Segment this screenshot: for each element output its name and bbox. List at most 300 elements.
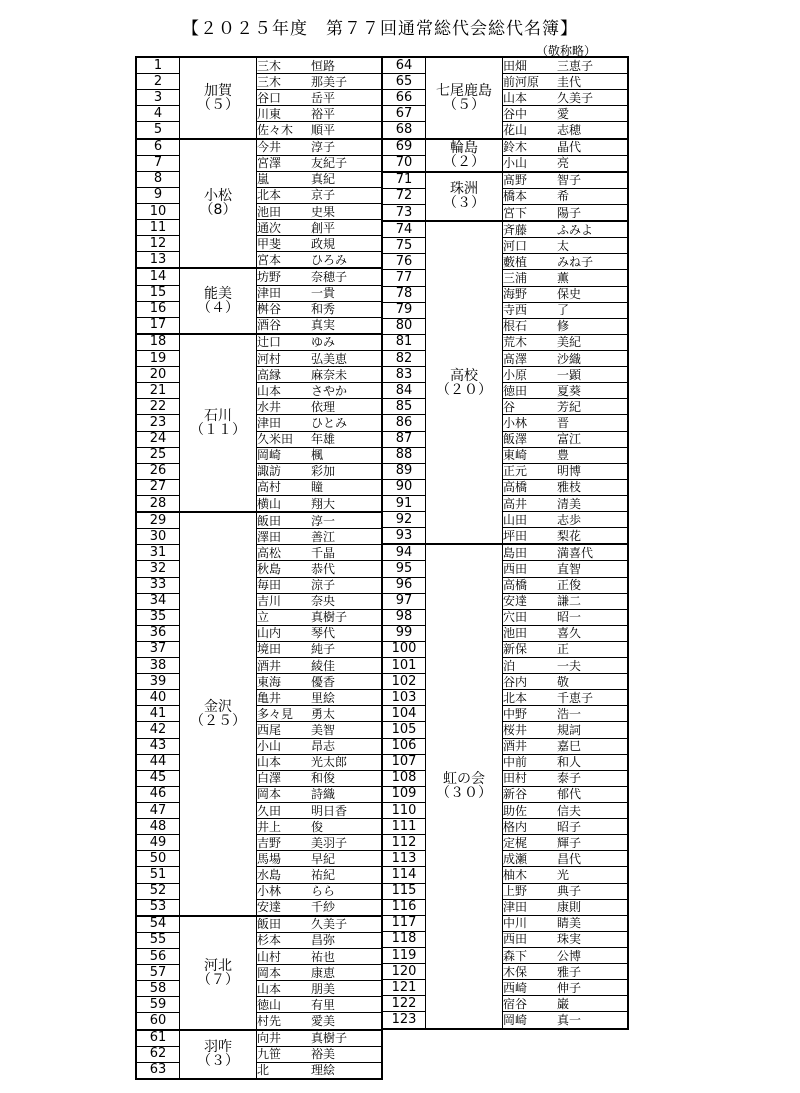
group-cell bbox=[180, 334, 257, 512]
member-given-name: 志穂 bbox=[557, 122, 582, 137]
member-given-name: 昌代 bbox=[557, 851, 582, 866]
table-row bbox=[136, 334, 382, 351]
member-name bbox=[257, 835, 383, 851]
member-given-name: 正 bbox=[557, 642, 570, 657]
table-row bbox=[136, 674, 382, 690]
member-number: 26 bbox=[136, 463, 180, 479]
table-row bbox=[382, 90, 628, 106]
member-given-name: みね子 bbox=[557, 254, 594, 269]
member-given-name: 美智 bbox=[311, 723, 336, 738]
member-given-name: 優香 bbox=[311, 674, 336, 689]
member-name bbox=[503, 625, 629, 641]
member-given-name: 順平 bbox=[311, 122, 336, 137]
table-row bbox=[136, 155, 382, 171]
member-given-name: 理絵 bbox=[311, 1063, 336, 1078]
member-name bbox=[257, 399, 383, 415]
member-family-name: 辻口 bbox=[257, 335, 282, 350]
table-row bbox=[136, 770, 382, 786]
member-family-name: 嵐 bbox=[257, 172, 270, 187]
member-name bbox=[503, 57, 629, 74]
member-given-name: 沙織 bbox=[557, 351, 582, 366]
table-row bbox=[136, 883, 382, 899]
table-row bbox=[382, 577, 628, 593]
table-row bbox=[136, 1030, 382, 1047]
member-name bbox=[503, 722, 629, 738]
table-row bbox=[382, 786, 628, 802]
member-family-name: 高村 bbox=[257, 480, 282, 495]
member-family-name: 谷内 bbox=[503, 674, 528, 689]
member-family-name: 久田 bbox=[257, 803, 282, 818]
member-given-name: 直智 bbox=[557, 561, 582, 576]
member-given-name: 淳子 bbox=[311, 140, 336, 155]
table-row bbox=[382, 609, 628, 625]
member-family-name: 池田 bbox=[503, 626, 528, 641]
member-name bbox=[503, 286, 629, 302]
member-given-name: 明博 bbox=[557, 464, 582, 479]
member-name bbox=[503, 415, 629, 431]
member-family-name: 河村 bbox=[257, 351, 282, 366]
table-row bbox=[136, 252, 382, 269]
table-row bbox=[136, 431, 382, 447]
member-name bbox=[257, 851, 383, 867]
member-family-name: 小林 bbox=[503, 415, 528, 430]
table-row bbox=[136, 916, 382, 933]
member-family-name: 坊野 bbox=[257, 269, 282, 284]
member-given-name: 敬 bbox=[557, 674, 570, 689]
member-given-name: 恒路 bbox=[311, 58, 336, 73]
member-number: 6 bbox=[136, 139, 180, 156]
member-given-name: 謙二 bbox=[557, 594, 582, 609]
table-row bbox=[136, 1013, 382, 1030]
member-family-name: 田畑 bbox=[503, 58, 528, 73]
member-name bbox=[257, 317, 383, 334]
table-row bbox=[382, 641, 628, 657]
table-row bbox=[136, 495, 382, 512]
member-number: 54 bbox=[136, 916, 180, 933]
member-family-name: 澤田 bbox=[257, 529, 282, 544]
table-row bbox=[136, 706, 382, 722]
table-row bbox=[136, 577, 382, 593]
member-given-name: 千紗 bbox=[311, 900, 336, 915]
member-family-name: 立 bbox=[257, 610, 270, 625]
group-cell bbox=[426, 172, 503, 221]
member-family-name: 小原 bbox=[503, 367, 528, 382]
member-number: 72 bbox=[382, 188, 426, 204]
member-number: 87 bbox=[382, 431, 426, 447]
member-family-name: 三木 bbox=[257, 58, 282, 73]
group-cell bbox=[426, 544, 503, 1028]
member-number: 18 bbox=[136, 334, 180, 351]
member-given-name: 圭代 bbox=[557, 74, 582, 89]
member-name bbox=[503, 106, 629, 122]
member-given-name: 千晶 bbox=[311, 545, 336, 560]
member-number: 46 bbox=[136, 786, 180, 802]
member-family-name: 通次 bbox=[257, 220, 282, 235]
member-given-name: 修 bbox=[557, 319, 570, 334]
member-number: 44 bbox=[136, 754, 180, 770]
member-name bbox=[503, 512, 629, 528]
member-name bbox=[257, 1030, 383, 1047]
table-row bbox=[382, 593, 628, 609]
table-row bbox=[382, 479, 628, 495]
member-number: 121 bbox=[382, 980, 426, 996]
table-row bbox=[382, 254, 628, 270]
table-row bbox=[136, 965, 382, 981]
member-family-name: 吉川 bbox=[257, 594, 282, 609]
member-family-name: 桜井 bbox=[503, 723, 528, 738]
member-given-name: 夏葵 bbox=[557, 383, 582, 398]
member-family-name: 鈴木 bbox=[503, 140, 528, 155]
member-number: 49 bbox=[136, 835, 180, 851]
member-name bbox=[503, 851, 629, 867]
group-count: （４） bbox=[197, 300, 239, 317]
table-row bbox=[136, 203, 382, 219]
member-family-name: 吉野 bbox=[257, 835, 282, 850]
member-name bbox=[257, 754, 383, 770]
table-row bbox=[382, 561, 628, 577]
group-cell bbox=[426, 139, 503, 172]
group-name: 石川 bbox=[204, 407, 232, 424]
table-row bbox=[136, 367, 382, 383]
member-family-name: 亀井 bbox=[257, 690, 282, 705]
member-family-name: 宿谷 bbox=[503, 996, 528, 1011]
table-row bbox=[136, 1062, 382, 1079]
member-given-name: 一顕 bbox=[557, 367, 582, 382]
member-number: 14 bbox=[136, 268, 180, 285]
member-number: 106 bbox=[382, 738, 426, 754]
member-name bbox=[257, 220, 383, 236]
member-given-name: 豊 bbox=[557, 448, 570, 463]
member-family-name: 桝谷 bbox=[257, 302, 282, 317]
member-given-name: 伸子 bbox=[557, 980, 582, 995]
member-family-name: 山本 bbox=[257, 981, 282, 996]
member-number: 77 bbox=[382, 270, 426, 286]
table-row bbox=[382, 431, 628, 447]
member-name bbox=[503, 270, 629, 286]
table-row bbox=[136, 738, 382, 754]
member-given-name: 太 bbox=[557, 238, 570, 253]
group-name: 加賀 bbox=[204, 82, 232, 99]
table-row bbox=[136, 122, 382, 139]
member-given-name: 史果 bbox=[311, 204, 336, 219]
member-name bbox=[257, 883, 383, 899]
member-number: 42 bbox=[136, 722, 180, 738]
member-given-name: 真紀 bbox=[311, 172, 336, 187]
table-row bbox=[136, 641, 382, 657]
member-family-name: 坪田 bbox=[503, 528, 528, 543]
group-name: 金沢 bbox=[204, 698, 232, 715]
member-family-name: 岡崎 bbox=[257, 448, 282, 463]
member-given-name: 恭代 bbox=[311, 561, 336, 576]
member-name bbox=[503, 447, 629, 463]
member-given-name: 涼子 bbox=[311, 578, 336, 593]
member-name bbox=[503, 254, 629, 270]
member-number: 23 bbox=[136, 415, 180, 431]
member-name bbox=[257, 609, 383, 625]
member-name bbox=[257, 155, 383, 171]
table-row bbox=[136, 932, 382, 948]
member-name bbox=[503, 786, 629, 802]
member-name bbox=[503, 996, 629, 1012]
member-family-name: 成瀬 bbox=[503, 851, 528, 866]
group-count: （３） bbox=[197, 1053, 239, 1070]
member-name bbox=[257, 90, 383, 106]
member-family-name: 久米田 bbox=[257, 432, 294, 447]
member-number: 98 bbox=[382, 609, 426, 625]
table-row bbox=[382, 964, 628, 980]
group-name: 珠洲 bbox=[450, 181, 478, 198]
table-row bbox=[382, 835, 628, 851]
member-given-name: 希 bbox=[557, 189, 570, 204]
member-given-name: ゆみ bbox=[311, 335, 336, 350]
member-number: 34 bbox=[136, 593, 180, 609]
member-number: 2 bbox=[136, 74, 180, 90]
table-row bbox=[382, 915, 628, 931]
group-cell bbox=[426, 57, 503, 139]
table-row bbox=[136, 529, 382, 545]
member-given-name: 久美子 bbox=[557, 90, 594, 105]
member-given-name: 奈央 bbox=[311, 594, 336, 609]
member-number: 118 bbox=[382, 931, 426, 947]
group-cell bbox=[180, 512, 257, 916]
table-row bbox=[136, 851, 382, 867]
honorifics-note: （敬称略） bbox=[536, 44, 597, 58]
member-given-name: 楓 bbox=[311, 448, 324, 463]
member-family-name: 水井 bbox=[257, 399, 282, 414]
member-family-name: 今井 bbox=[257, 140, 282, 155]
member-given-name: 翔大 bbox=[311, 496, 336, 511]
member-family-name: 荒木 bbox=[503, 335, 528, 350]
member-given-name: 祐紀 bbox=[311, 868, 336, 883]
member-name bbox=[257, 139, 383, 156]
member-given-name: 千恵子 bbox=[557, 690, 594, 705]
table-row bbox=[136, 415, 382, 431]
group-cell bbox=[180, 139, 257, 269]
member-name bbox=[257, 899, 383, 916]
member-family-name: 高松 bbox=[257, 545, 282, 560]
table-row bbox=[136, 350, 382, 366]
member-family-name: 酒井 bbox=[257, 658, 282, 673]
member-number: 25 bbox=[136, 447, 180, 463]
member-family-name: 小山 bbox=[503, 156, 528, 171]
table-row bbox=[136, 301, 382, 317]
member-number: 61 bbox=[136, 1030, 180, 1047]
table-row bbox=[382, 334, 628, 350]
member-family-name: 新谷 bbox=[503, 787, 528, 802]
member-number: 63 bbox=[136, 1062, 180, 1079]
member-family-name: 向井 bbox=[257, 1031, 282, 1046]
member-name bbox=[257, 285, 383, 301]
table-row bbox=[382, 172, 628, 189]
member-given-name: 浩一 bbox=[557, 706, 582, 721]
member-number: 9 bbox=[136, 187, 180, 203]
member-given-name: 規詞 bbox=[557, 723, 582, 738]
member-family-name: 徳田 bbox=[503, 383, 528, 398]
member-name bbox=[503, 706, 629, 722]
table-row bbox=[136, 479, 382, 495]
member-name bbox=[503, 238, 629, 254]
table-row bbox=[382, 447, 628, 463]
group-count: （8） bbox=[199, 202, 237, 219]
member-family-name: 三浦 bbox=[503, 270, 528, 285]
member-number: 37 bbox=[136, 641, 180, 657]
table-row bbox=[136, 74, 382, 90]
table-row bbox=[136, 819, 382, 835]
member-name bbox=[257, 171, 383, 187]
member-number: 75 bbox=[382, 238, 426, 254]
member-given-name: 里絵 bbox=[311, 690, 336, 705]
member-name bbox=[503, 479, 629, 495]
member-number: 102 bbox=[382, 674, 426, 690]
member-number: 64 bbox=[382, 57, 426, 74]
member-given-name: らら bbox=[311, 884, 336, 899]
member-name bbox=[257, 738, 383, 754]
member-family-name: 上野 bbox=[503, 884, 528, 899]
member-given-name: 光太郎 bbox=[311, 755, 348, 770]
member-family-name: 髙野 bbox=[503, 173, 528, 188]
member-given-name: 正俊 bbox=[557, 578, 582, 593]
member-number: 74 bbox=[382, 221, 426, 238]
member-given-name: 睛美 bbox=[557, 916, 582, 931]
member-given-name: 亮 bbox=[557, 156, 570, 171]
member-number: 40 bbox=[136, 690, 180, 706]
member-number: 107 bbox=[382, 754, 426, 770]
member-name bbox=[503, 74, 629, 90]
table-row bbox=[382, 495, 628, 511]
table-row bbox=[382, 188, 628, 204]
member-family-name: 格内 bbox=[503, 819, 528, 834]
member-given-name: 瞳 bbox=[311, 480, 324, 495]
group-cell bbox=[180, 1030, 257, 1079]
table-row bbox=[136, 171, 382, 187]
member-given-name: 康恵 bbox=[311, 965, 336, 980]
member-number: 109 bbox=[382, 786, 426, 802]
group-name: 輪島 bbox=[450, 140, 478, 157]
member-number: 28 bbox=[136, 495, 180, 512]
member-name bbox=[257, 786, 383, 802]
table-row bbox=[382, 528, 628, 545]
member-number: 112 bbox=[382, 835, 426, 851]
member-number: 84 bbox=[382, 383, 426, 399]
member-given-name: 有里 bbox=[311, 997, 336, 1012]
page-title: 【２０２５年度 第７７回通常総代会総代名簿】 bbox=[182, 19, 578, 39]
table-row bbox=[382, 980, 628, 996]
member-name bbox=[257, 334, 383, 351]
member-name bbox=[257, 803, 383, 819]
table-row bbox=[382, 738, 628, 754]
table-row bbox=[136, 658, 382, 674]
table-row bbox=[136, 106, 382, 122]
member-family-name: 高橋 bbox=[503, 480, 528, 495]
member-name bbox=[257, 122, 383, 139]
member-given-name: 善江 bbox=[311, 529, 336, 544]
member-number: 21 bbox=[136, 383, 180, 399]
member-given-name: 勇太 bbox=[311, 706, 336, 721]
member-family-name: 三木 bbox=[257, 74, 282, 89]
member-number: 22 bbox=[136, 399, 180, 415]
member-family-name: 中野 bbox=[503, 706, 528, 721]
table-row bbox=[382, 318, 628, 334]
member-family-name: 境田 bbox=[257, 642, 282, 657]
member-number: 41 bbox=[136, 706, 180, 722]
member-name bbox=[257, 479, 383, 495]
member-name bbox=[503, 318, 629, 334]
member-name bbox=[257, 252, 383, 269]
member-family-name: 定梶 bbox=[503, 835, 528, 850]
member-number: 80 bbox=[382, 318, 426, 334]
member-number: 53 bbox=[136, 899, 180, 916]
member-given-name: さやか bbox=[311, 383, 348, 398]
member-family-name: 北本 bbox=[503, 690, 528, 705]
member-name bbox=[503, 754, 629, 770]
member-given-name: 那美子 bbox=[311, 74, 348, 89]
member-given-name: 陽子 bbox=[557, 205, 582, 220]
member-name bbox=[257, 965, 383, 981]
member-family-name: 中前 bbox=[503, 755, 528, 770]
member-name bbox=[257, 949, 383, 965]
table-row bbox=[136, 317, 382, 334]
member-given-name: ひろみ bbox=[311, 252, 348, 267]
member-family-name: 徳山 bbox=[257, 997, 282, 1012]
member-number: 111 bbox=[382, 819, 426, 835]
member-number: 13 bbox=[136, 252, 180, 269]
member-family-name: 山内 bbox=[257, 626, 282, 641]
member-given-name: 朋美 bbox=[311, 981, 336, 996]
member-number: 99 bbox=[382, 625, 426, 641]
group-cell bbox=[426, 221, 503, 544]
member-family-name: 河口 bbox=[503, 238, 528, 253]
group-count: （２） bbox=[443, 154, 485, 171]
member-given-name: 昌弥 bbox=[311, 933, 336, 948]
table-row bbox=[136, 609, 382, 625]
table-row bbox=[382, 867, 628, 883]
member-name bbox=[257, 447, 383, 463]
member-given-name: 俊 bbox=[311, 819, 324, 834]
member-given-name: 珠実 bbox=[557, 932, 582, 947]
table-row bbox=[382, 770, 628, 786]
member-given-name: ふみよ bbox=[557, 222, 594, 237]
member-given-name: 真一 bbox=[557, 1013, 582, 1027]
member-number: 110 bbox=[382, 803, 426, 819]
group-count: （５） bbox=[197, 96, 239, 113]
member-name bbox=[503, 948, 629, 964]
member-family-name: 花山 bbox=[503, 122, 528, 137]
member-family-name: 島田 bbox=[503, 545, 528, 560]
member-number: 12 bbox=[136, 236, 180, 252]
table-row bbox=[136, 90, 382, 106]
table-row bbox=[136, 997, 382, 1013]
member-given-name: 依理 bbox=[311, 399, 336, 414]
member-name bbox=[257, 1046, 383, 1062]
member-number: 105 bbox=[382, 722, 426, 738]
member-number: 91 bbox=[382, 495, 426, 511]
member-given-name: 雅枝 bbox=[557, 480, 582, 495]
group-count: （１１） bbox=[190, 421, 246, 438]
member-name bbox=[257, 383, 383, 399]
member-number: 1 bbox=[136, 57, 180, 74]
table-row bbox=[136, 220, 382, 236]
member-name bbox=[257, 722, 383, 738]
group-name: 高校 bbox=[450, 367, 478, 384]
member-family-name: 杉本 bbox=[257, 933, 282, 948]
member-number: 122 bbox=[382, 996, 426, 1012]
member-number: 93 bbox=[382, 528, 426, 545]
group-name: 小松 bbox=[204, 188, 232, 205]
member-name bbox=[257, 268, 383, 285]
member-name bbox=[257, 932, 383, 948]
table-row bbox=[136, 463, 382, 479]
table-row bbox=[382, 204, 628, 221]
